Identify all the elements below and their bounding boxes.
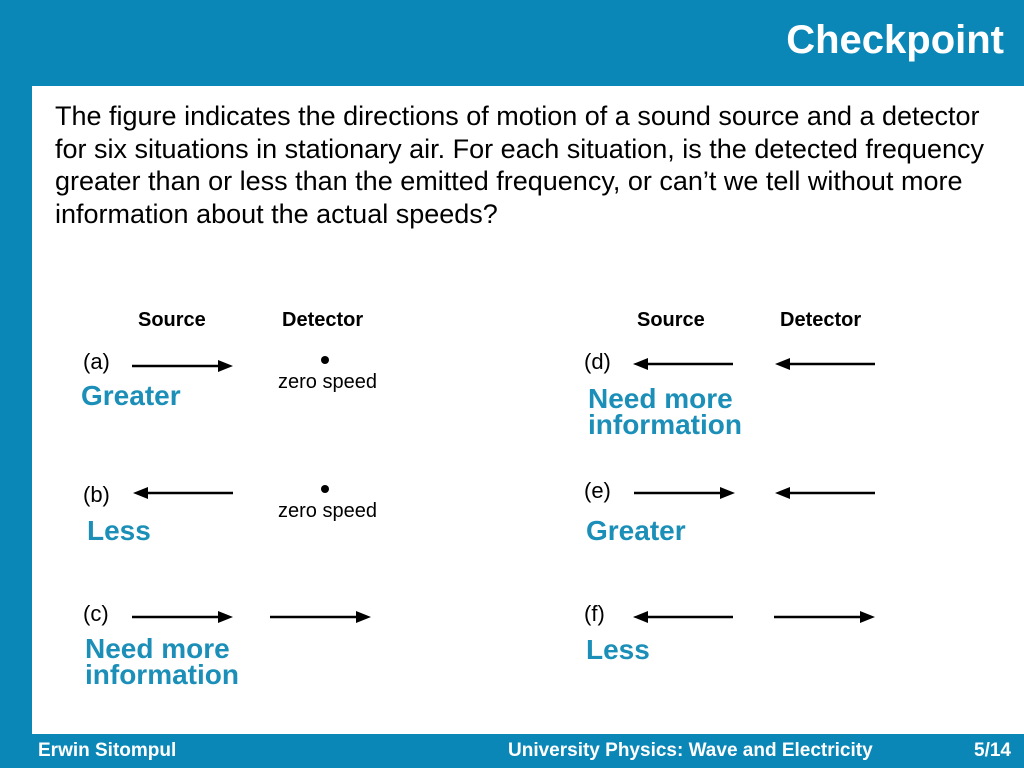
footer-course: University Physics: Wave and Electricity xyxy=(508,740,873,761)
situation-d-detector-left-arrow xyxy=(774,356,876,372)
slide-title: Checkpoint xyxy=(786,18,1004,62)
situation-d-source-left-arrow xyxy=(632,356,734,372)
left-detector-header: Detector xyxy=(282,309,364,331)
situation-f-source-left-arrow xyxy=(632,609,734,625)
footer-page-number: 5/14 xyxy=(974,740,1011,761)
situation-d-answer-line1: Need more xyxy=(588,383,733,414)
situation-e-answer: Greater xyxy=(586,515,686,546)
situation-f-answer: Less xyxy=(586,634,650,665)
right-detector-header: Detector xyxy=(780,309,862,331)
situation-b-label: (b) xyxy=(83,482,110,507)
situation-a-detector-dot xyxy=(321,356,329,364)
situation-f-label: (f) xyxy=(584,601,605,626)
situation-b-source-left-arrow xyxy=(132,485,234,501)
question-text: The figure indicates the directions of motion of a sound source and a detector for six situations in stationary air. For each situation, is the detected frequency greater than or less than the emitted frequency, or can’t we tell without more information about the actual speeds? xyxy=(55,101,984,229)
situation-b-answer: Less xyxy=(87,515,151,546)
situation-a-label: (a) xyxy=(83,349,110,374)
situation-b-detector-dot xyxy=(321,485,329,493)
situation-b-zero-speed: zero speed xyxy=(278,500,377,522)
situation-d-label: (d) xyxy=(584,349,611,374)
situation-a-source-right-arrow xyxy=(132,358,234,374)
slide-content xyxy=(32,86,1024,734)
footer-author: Erwin Sitompul xyxy=(38,740,177,761)
situation-e-label: (e) xyxy=(584,478,611,503)
situation-c-source-right-arrow xyxy=(132,609,234,625)
situation-f-detector-right-arrow xyxy=(774,609,876,625)
situation-a-zero-speed: zero speed xyxy=(278,371,377,393)
situation-c-detector-right-arrow xyxy=(270,609,372,625)
situation-c-answer-line2: information xyxy=(85,659,239,690)
situation-d-answer-line2: information xyxy=(588,409,742,440)
situation-c-label: (c) xyxy=(83,601,109,626)
right-source-header: Source xyxy=(637,309,705,331)
situation-e-source-right-arrow xyxy=(634,485,736,501)
left-source-header: Source xyxy=(138,309,206,331)
situation-e-detector-left-arrow xyxy=(774,485,876,501)
situation-a-answer: Greater xyxy=(81,380,181,411)
situation-c-answer-line1: Need more xyxy=(85,633,230,664)
